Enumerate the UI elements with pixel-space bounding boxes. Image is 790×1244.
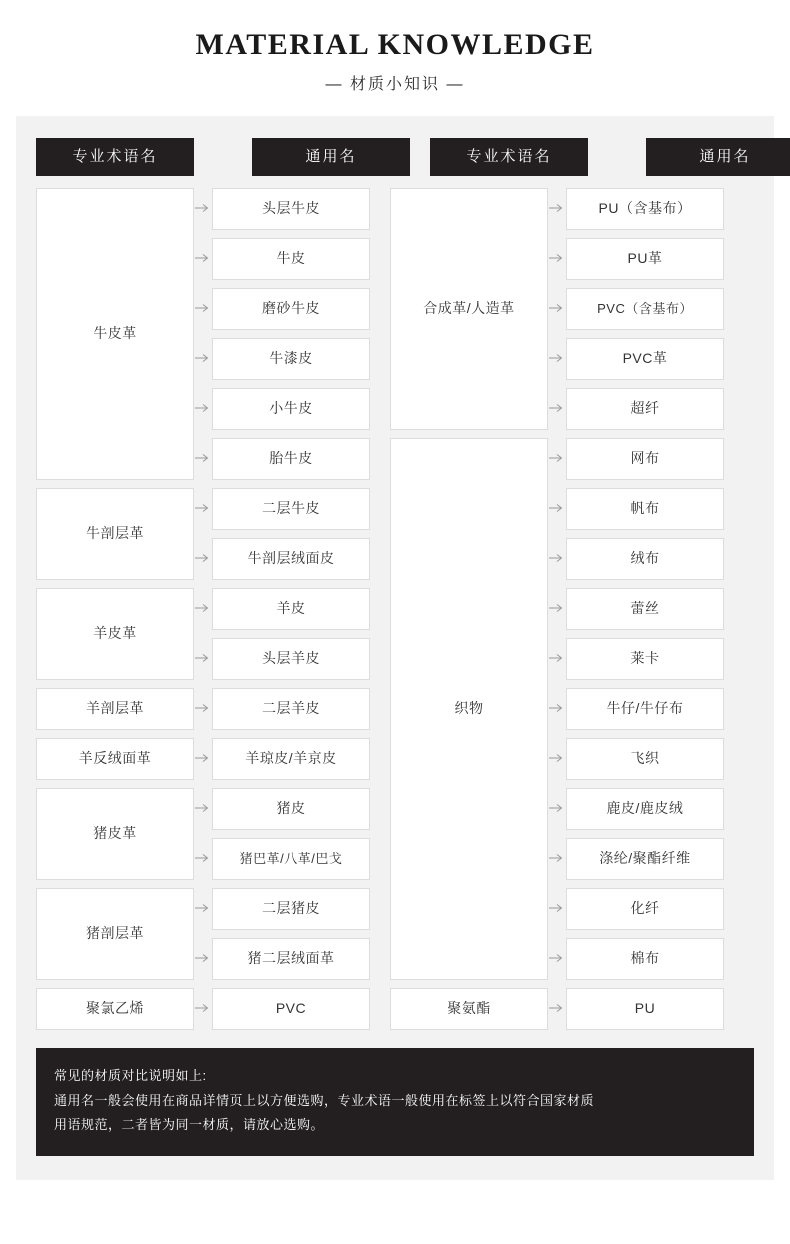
right-common-cell: 涤纶/聚酯纤维 [566,838,724,880]
note-line-2: 通用名一般会使用在商品详情页上以方便选购，专业术语一般使用在标签上以符合国家材质 [54,1092,595,1108]
right-common-cell: 绒布 [566,538,724,580]
left-term-column [36,188,194,1030]
right-common-cell: PVC（含基布） [566,288,724,330]
header-right-common: 通用名 [646,138,790,176]
arrow-right-icon [194,803,212,815]
arrow-right-icon [548,253,566,265]
right-term-column [390,188,548,1030]
left-common-cell: 牛皮 [212,238,370,280]
arrow-right-icon [548,853,566,865]
right-common-cell: 飞织 [566,738,724,780]
arrow-right-icon [194,903,212,915]
left-common-cell: 牛漆皮 [212,338,370,380]
left-common-cell: 头层牛皮 [212,188,370,230]
arrow-right-icon [194,253,212,265]
right-common-cell: 鹿皮/鹿皮绒 [566,788,724,830]
right-common-cell: 莱卡 [566,638,724,680]
left-common-cell: PVC [212,988,370,1030]
right-common-cell: 化纤 [566,888,724,930]
arrow-right-icon [194,353,212,365]
arrow-right-icon [548,703,566,715]
arrow-right-icon [194,753,212,765]
right-common-cell: PU革 [566,238,724,280]
right-arrow-column [548,188,566,1030]
right-common-column [566,188,724,1030]
arrow-right-icon [548,953,566,965]
page-title-en: MATERIAL KNOWLEDGE [195,28,595,61]
left-common-cell: 羊皮 [212,588,370,630]
arrow-right-icon [548,503,566,515]
header-left-common: 通用名 [252,138,410,176]
left-term-cell: 羊剖层革 [36,688,194,730]
left-term-cell: 羊反绒面革 [36,738,194,780]
right-common-cell: 超纤 [566,388,724,430]
arrow-right-icon [194,453,212,465]
left-term-cell: 牛皮革 [36,188,194,480]
right-common-cell: 帆布 [566,488,724,530]
left-common-cell: 猪巴革/八革/巴戈 [212,838,370,880]
page-title-cn: — 材质小知识 — [325,76,465,93]
left-common-cell: 小牛皮 [212,388,370,430]
left-common-cell: 牛剖层绒面皮 [212,538,370,580]
header-gap-right [608,138,626,176]
right-group-block [390,188,724,1030]
header-left-term: 专业术语名 [36,138,194,176]
left-term-cell: 牛剖层革 [36,488,194,580]
left-common-cell: 猪二层绒面革 [212,938,370,980]
left-term-cell: 猪皮革 [36,788,194,880]
left-common-column [212,188,370,1030]
arrow-right-icon [548,203,566,215]
arrow-right-icon [194,503,212,515]
arrow-right-icon [548,803,566,815]
left-common-cell: 磨砂牛皮 [212,288,370,330]
footer-note [36,1048,754,1156]
arrow-right-icon [194,603,212,615]
arrow-right-icon [548,753,566,765]
arrow-right-icon [548,903,566,915]
arrow-right-icon [548,603,566,615]
left-common-cell: 二层猪皮 [212,888,370,930]
left-term-cell: 猪剖层革 [36,888,194,980]
arrow-right-icon [194,303,212,315]
left-common-cell: 头层羊皮 [212,638,370,680]
left-common-cell: 二层羊皮 [212,688,370,730]
note-line-1: 常见的材质对比说明如上: [54,1068,207,1083]
arrow-right-icon [194,553,212,565]
left-common-cell: 胎牛皮 [212,438,370,480]
note-line-3: 用语规范，二者皆为同一材质，请放心选购。 [54,1117,325,1133]
left-arrow-column [194,188,212,1030]
arrow-right-icon [194,653,212,665]
left-term-cell: 聚氯乙烯 [36,988,194,1030]
arrow-right-icon [548,303,566,315]
page-header [0,0,790,94]
arrow-right-icon [194,703,212,715]
right-common-cell: PU [566,988,724,1030]
right-common-cell: 蕾丝 [566,588,724,630]
table-header-row [36,138,754,176]
arrow-right-icon [548,553,566,565]
comparison-panel [16,116,774,1180]
right-term-cell: 聚氨酯 [390,988,548,1030]
arrow-right-icon [548,453,566,465]
right-common-cell: 棉布 [566,938,724,980]
arrow-right-icon [194,853,212,865]
right-common-cell: PVC革 [566,338,724,380]
left-common-cell: 猪皮 [212,788,370,830]
arrow-right-icon [194,953,212,965]
right-common-cell: 网布 [566,438,724,480]
arrow-right-icon [548,403,566,415]
left-common-cell: 二层牛皮 [212,488,370,530]
right-term-cell: 合成革/人造革 [390,188,548,430]
arrow-right-icon [194,403,212,415]
arrow-right-icon [194,203,212,215]
header-gap-left [214,138,232,176]
arrow-right-icon [548,353,566,365]
right-common-cell: 牛仔/牛仔布 [566,688,724,730]
arrow-right-icon [548,1003,566,1015]
right-term-cell: 织物 [390,438,548,980]
right-common-cell: PU（含基布） [566,188,724,230]
left-common-cell: 羊琼皮/羊京皮 [212,738,370,780]
table-body [36,188,754,1030]
arrow-right-icon [548,653,566,665]
left-group-block [36,188,370,1030]
left-term-cell: 羊皮革 [36,588,194,680]
arrow-right-icon [194,1003,212,1015]
header-right-term: 专业术语名 [430,138,588,176]
